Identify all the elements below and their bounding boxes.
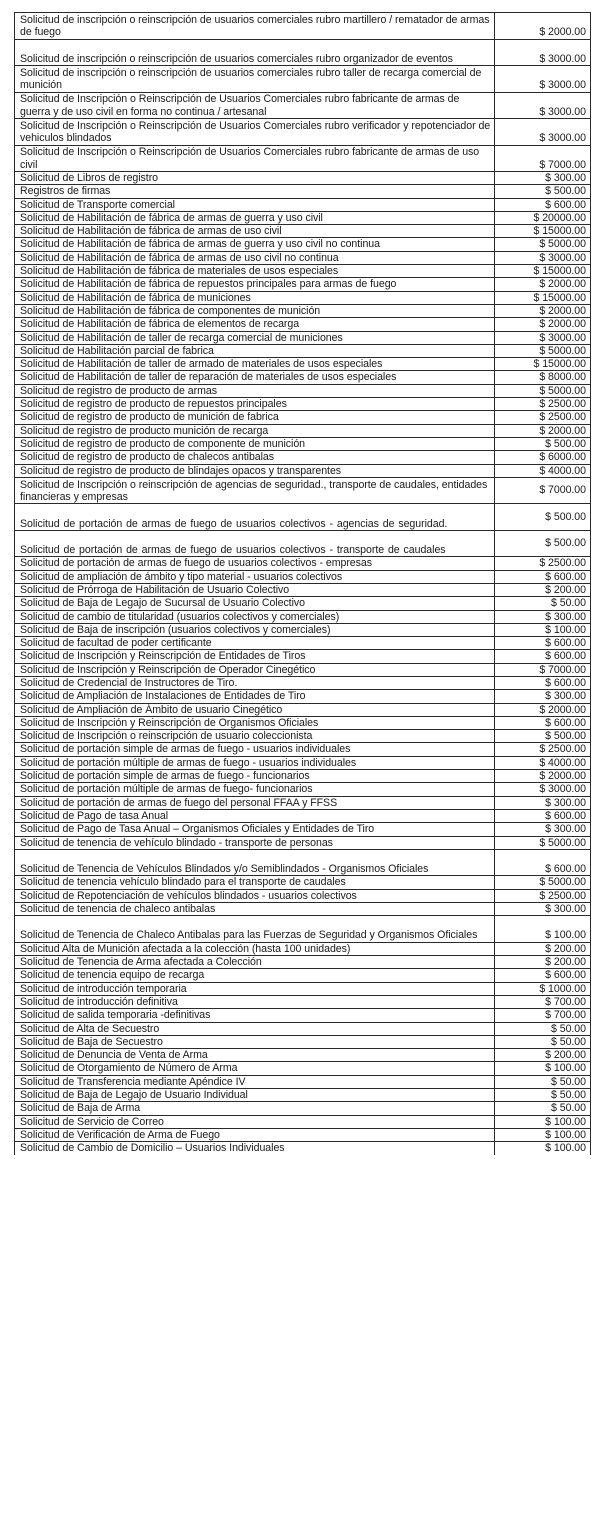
fee-amount: $ 500.00 xyxy=(495,185,591,198)
fee-description: Solicitud de portación de armas de fuego de usuarios colectivos - transporte de caudales xyxy=(15,530,495,557)
table-row xyxy=(15,836,591,849)
table-row xyxy=(15,1009,591,1022)
fee-description: Solicitud de inscripción o reinscripción de usuarios comerciales rubro martillero / rematador de armas de fuego xyxy=(15,13,495,40)
fee-amount: $ 200.00 xyxy=(495,583,591,596)
fee-amount: $ 1000.00 xyxy=(495,982,591,995)
fee-description: Solicitud de Inscripción y Reinscripción de Operador Cinegético xyxy=(15,663,495,676)
fee-amount: $ 600.00 xyxy=(495,570,591,583)
fee-description: Solicitud de Transporte comercial xyxy=(15,198,495,211)
fee-amount: $ 2500.00 xyxy=(495,411,591,424)
fee-description: Solicitud de Inscripción y Reinscripción de Organismos Oficiales xyxy=(15,716,495,729)
fee-description: Solicitud de registro de producto de munición de fabrica xyxy=(15,411,495,424)
table-row xyxy=(15,371,591,384)
fee-description: Solicitud de Libros de registro xyxy=(15,172,495,185)
fee-description: Solicitud de Tenencia de Vehículos Blindados y/o Semiblindados - Organismos Oficiales xyxy=(15,849,495,876)
fee-amount: $ 15000.00 xyxy=(495,265,591,278)
fee-amount: $ 15000.00 xyxy=(495,358,591,371)
table-row xyxy=(15,743,591,756)
fee-amount: $ 300.00 xyxy=(495,902,591,915)
fee-description: Solicitud de facultad de poder certificante xyxy=(15,637,495,650)
fee-description: Solicitud de salida temporaria -definitivas xyxy=(15,1009,495,1022)
table-row xyxy=(15,225,591,238)
table-row xyxy=(15,583,591,596)
fee-amount: $ 5000.00 xyxy=(495,238,591,251)
fee-amount: $ 20000.00 xyxy=(495,211,591,224)
table-row xyxy=(15,1022,591,1035)
fee-amount: $ 2500.00 xyxy=(495,743,591,756)
table-row xyxy=(15,809,591,822)
table-row xyxy=(15,530,591,557)
table-row xyxy=(15,796,591,809)
table-row xyxy=(15,1049,591,1062)
fee-amount: $ 2000.00 xyxy=(495,703,591,716)
fee-description: Solicitud de Otorgamiento de Número de Arma xyxy=(15,1062,495,1075)
fee-amount: $ 50.00 xyxy=(495,1102,591,1115)
fee-amount: $ 700.00 xyxy=(495,1009,591,1022)
table-row xyxy=(15,344,591,357)
fee-description: Solicitud de Tenencia de Chaleco Antibalas para las Fuerzas de Seguridad y Organismos Oficiales xyxy=(15,916,495,943)
fee-description: Solicitud de portación de armas de fuego de usuarios colectivos - empresas xyxy=(15,557,495,570)
fee-description: Solicitud de portación de armas de fuego del personal FFAA y FFSS xyxy=(15,796,495,809)
fee-amount: $ 700.00 xyxy=(495,995,591,1008)
table-row xyxy=(15,13,591,40)
fee-amount: $ 4000.00 xyxy=(495,464,591,477)
fee-description: Solicitud de Servicio de Correo xyxy=(15,1115,495,1128)
fee-amount: $ 3000.00 xyxy=(495,66,591,93)
fee-description: Solicitud de Habilitación de fábrica de municiones xyxy=(15,291,495,304)
fee-description: Solicitud de Habilitación de fábrica de componentes de munición xyxy=(15,304,495,317)
fee-description: Solicitud de Habilitación de fábrica de materiales de usos especiales xyxy=(15,265,495,278)
fee-amount: $ 50.00 xyxy=(495,1075,591,1088)
fee-description: Solicitud de Repotenciación de vehículos blindados - usuarios colectivos xyxy=(15,889,495,902)
table-row xyxy=(15,982,591,995)
table-row xyxy=(15,663,591,676)
fee-description: Solicitud de Transferencia mediante Apéndice IV xyxy=(15,1075,495,1088)
table-row xyxy=(15,238,591,251)
fee-amount: $ 3000.00 xyxy=(495,92,591,119)
table-row xyxy=(15,650,591,663)
table-row xyxy=(15,1075,591,1088)
table-row xyxy=(15,597,591,610)
fee-amount: $ 600.00 xyxy=(495,198,591,211)
table-row xyxy=(15,1089,591,1102)
fee-amount: $ 100.00 xyxy=(495,916,591,943)
table-row xyxy=(15,889,591,902)
fee-amount: $ 300.00 xyxy=(495,610,591,623)
table-row xyxy=(15,119,591,146)
fee-description: Solicitud de Baja de Legajo de Usuario Individual xyxy=(15,1089,495,1102)
table-row xyxy=(15,916,591,943)
table-row xyxy=(15,756,591,769)
fee-amount: $ 2000.00 xyxy=(495,278,591,291)
table-row xyxy=(15,424,591,437)
table-row xyxy=(15,198,591,211)
table-row xyxy=(15,451,591,464)
fee-description: Solicitud de registro de producto munición de recarga xyxy=(15,424,495,437)
fee-amount: $ 300.00 xyxy=(495,172,591,185)
fee-amount: $ 15000.00 xyxy=(495,225,591,238)
fee-amount: $ 2500.00 xyxy=(495,889,591,902)
fee-description: Solicitud de Habilitación de fábrica de armas de uso civil no continua xyxy=(15,251,495,264)
table-row xyxy=(15,384,591,397)
fee-amount: $ 7000.00 xyxy=(495,477,591,504)
fee-description: Solicitud de Denuncia de Venta de Arma xyxy=(15,1049,495,1062)
fee-amount: $ 600.00 xyxy=(495,650,591,663)
table-row xyxy=(15,570,591,583)
fee-amount: $ 5000.00 xyxy=(495,836,591,849)
fee-amount: $ 50.00 xyxy=(495,1035,591,1048)
fee-amount: $ 3000.00 xyxy=(495,119,591,146)
fee-amount: $ 3000.00 xyxy=(495,783,591,796)
table-row xyxy=(15,92,591,119)
fee-description: Solicitud de Habilitación de fábrica de repuestos principales para armas de fuego xyxy=(15,278,495,291)
fee-description: Solicitud de registro de producto de componente de munición xyxy=(15,437,495,450)
fee-amount: $ 600.00 xyxy=(495,849,591,876)
fee-amount: $ 300.00 xyxy=(495,690,591,703)
table-row xyxy=(15,823,591,836)
fee-description: Solicitud de Baja de Secuestro xyxy=(15,1035,495,1048)
table-row xyxy=(15,1035,591,1048)
fee-amount: $ 5000.00 xyxy=(495,384,591,397)
fee-description: Solicitud de Inscripción y Reinscripción de Entidades de Tiros xyxy=(15,650,495,663)
table-row xyxy=(15,956,591,969)
table-row xyxy=(15,185,591,198)
fee-description: Solicitud de Credencial de Instructores de Tiro. xyxy=(15,677,495,690)
fee-description: Solicitud de Ampliación de Ámbito de usuario Cinegético xyxy=(15,703,495,716)
fee-description: Solicitud de Inscripción o Reinscripción de Usuarios Comerciales rubro fabricante de armas de guerra y de uso civil en forma no continua / artesanal xyxy=(15,92,495,119)
table-row xyxy=(15,464,591,477)
fee-amount: $ 500.00 xyxy=(495,437,591,450)
fee-description: Solicitud de Pago de Tasa Anual – Organismos Oficiales y Entidades de Tiro xyxy=(15,823,495,836)
fee-description: Solicitud de Inscripción o reinscripción de agencias de seguridad., transporte de caudales, entidades financieras y empresas xyxy=(15,477,495,504)
fee-amount: $ 500.00 xyxy=(495,504,591,531)
fee-description: Solicitud de Baja de inscripción (usuarios colectivos y comerciales) xyxy=(15,623,495,636)
fee-description: Solicitud de tenencia de vehículo blindado - transporte de personas xyxy=(15,836,495,849)
fee-table-body xyxy=(15,13,591,1155)
table-row xyxy=(15,637,591,650)
fee-description: Solicitud de tenencia vehículo blindado para el transporte de caudales xyxy=(15,876,495,889)
fee-description: Solicitud de portación simple de armas de fuego - funcionarios xyxy=(15,770,495,783)
fee-amount: $ 50.00 xyxy=(495,1022,591,1035)
fee-description: Solicitud de portación múltiple de armas de fuego - usuarios individuales xyxy=(15,756,495,769)
table-row xyxy=(15,557,591,570)
fee-description: Solicitud de Habilitación de taller de armado de materiales de usos especiales xyxy=(15,358,495,371)
table-row xyxy=(15,969,591,982)
fee-description: Solicitud de tenencia de chaleco antibalas xyxy=(15,902,495,915)
fee-amount: $ 2000.00 xyxy=(495,13,591,40)
fee-amount: $ 5000.00 xyxy=(495,876,591,889)
table-row xyxy=(15,304,591,317)
fee-amount: $ 8000.00 xyxy=(495,371,591,384)
fee-description: Solicitud de portación de armas de fuego de usuarios colectivos - agencias de seguridad. xyxy=(15,504,495,531)
table-row xyxy=(15,358,591,371)
fee-amount: $ 500.00 xyxy=(495,730,591,743)
table-row xyxy=(15,66,591,93)
table-row xyxy=(15,849,591,876)
fee-amount: $ 3000.00 xyxy=(495,39,591,66)
fee-amount: $ 3000.00 xyxy=(495,251,591,264)
table-row xyxy=(15,437,591,450)
fee-amount: $ 2000.00 xyxy=(495,318,591,331)
fee-amount: $ 200.00 xyxy=(495,942,591,955)
table-row xyxy=(15,677,591,690)
table-row xyxy=(15,716,591,729)
fee-amount: $ 500.00 xyxy=(495,530,591,557)
table-row xyxy=(15,1115,591,1128)
fee-description: Solicitud de Tenencia de Arma afectada a Colección xyxy=(15,956,495,969)
table-row xyxy=(15,610,591,623)
fee-description: Solicitud de Alta de Secuestro xyxy=(15,1022,495,1035)
fee-description: Solicitud de portación simple de armas de fuego - usuarios individuales xyxy=(15,743,495,756)
table-row xyxy=(15,504,591,531)
fee-amount: $ 6000.00 xyxy=(495,451,591,464)
fee-description: Solicitud de registro de producto de blindajes opacos y transparentes xyxy=(15,464,495,477)
fee-amount: $ 2500.00 xyxy=(495,557,591,570)
fee-description: Solicitud de registro de producto de chalecos antibalas xyxy=(15,451,495,464)
fee-description: Solicitud de Cambio de Domicilio – Usuarios Individuales xyxy=(15,1142,495,1155)
table-row xyxy=(15,251,591,264)
table-row xyxy=(15,1102,591,1115)
fee-amount: $ 600.00 xyxy=(495,969,591,982)
fee-description: Solicitud de ampliación de ámbito y tipo material - usuarios colectivos xyxy=(15,570,495,583)
table-row xyxy=(15,331,591,344)
fee-amount: $ 100.00 xyxy=(495,1062,591,1075)
table-row xyxy=(15,770,591,783)
fee-description: Solicitud de Habilitación de fábrica de elementos de recarga xyxy=(15,318,495,331)
table-row xyxy=(15,942,591,955)
fee-description: Solicitud de Habilitación de taller de recarga comercial de municiones xyxy=(15,331,495,344)
fee-amount: $ 7000.00 xyxy=(495,145,591,172)
table-row xyxy=(15,265,591,278)
table-row xyxy=(15,145,591,172)
fee-description: Solicitud de portación múltiple de armas de fuego- funcionarios xyxy=(15,783,495,796)
fee-amount: $ 300.00 xyxy=(495,796,591,809)
fee-description: Solicitud de Baja de Arma xyxy=(15,1102,495,1115)
fee-description: Solicitud de cambio de titularidad (usuarios colectivos y comerciales) xyxy=(15,610,495,623)
fee-description: Solicitud de Verificación de Arma de Fuego xyxy=(15,1128,495,1141)
fee-amount: $ 600.00 xyxy=(495,809,591,822)
fee-description: Registros de firmas xyxy=(15,185,495,198)
fee-description: Solicitud de Habilitación de fábrica de armas de guerra y uso civil xyxy=(15,211,495,224)
table-row xyxy=(15,278,591,291)
fee-description: Solicitud de tenencia equipo de recarga xyxy=(15,969,495,982)
table-row xyxy=(15,995,591,1008)
table-row xyxy=(15,291,591,304)
table-row xyxy=(15,211,591,224)
fee-amount: $ 2000.00 xyxy=(495,304,591,317)
fee-description: Solicitud de Inscripción o Reinscripción de Usuarios Comerciales rubro verificador y repotenciador de vehiculos blindados xyxy=(15,119,495,146)
fee-amount: $ 2500.00 xyxy=(495,398,591,411)
fee-amount: $ 7000.00 xyxy=(495,663,591,676)
fee-description: Solicitud de introducción temporaria xyxy=(15,982,495,995)
fee-amount: $ 100.00 xyxy=(495,623,591,636)
fee-description: Solicitud de Inscripción o reinscripción de usuario coleccionista xyxy=(15,730,495,743)
fee-description: Solicitud de Habilitación parcial de fabrica xyxy=(15,344,495,357)
fee-amount: $ 5000.00 xyxy=(495,344,591,357)
table-row xyxy=(15,783,591,796)
fee-amount: $ 300.00 xyxy=(495,823,591,836)
table-row xyxy=(15,876,591,889)
fee-table xyxy=(14,12,591,1155)
table-row xyxy=(15,1062,591,1075)
table-row xyxy=(15,1128,591,1141)
fee-amount: $ 200.00 xyxy=(495,1049,591,1062)
table-row xyxy=(15,172,591,185)
fee-description: Solicitud de Habilitación de taller de reparación de materiales de usos especiales xyxy=(15,371,495,384)
fee-amount: $ 15000.00 xyxy=(495,291,591,304)
fee-amount: $ 100.00 xyxy=(495,1142,591,1155)
fee-amount: $ 2000.00 xyxy=(495,424,591,437)
table-row xyxy=(15,902,591,915)
fee-amount: $ 50.00 xyxy=(495,597,591,610)
table-row xyxy=(15,411,591,424)
fee-description: Solicitud de Inscripción o Reinscripción de Usuarios Comerciales rubro fabricante de armas de uso civil xyxy=(15,145,495,172)
fee-description: Solicitud de Prórroga de Habilitación de Usuario Colectivo xyxy=(15,583,495,596)
fee-amount: $ 2000.00 xyxy=(495,770,591,783)
fee-description: Solicitud de Ampliación de Instalaciones de Entidades de Tiro xyxy=(15,690,495,703)
table-row xyxy=(15,318,591,331)
fee-amount: $ 3000.00 xyxy=(495,331,591,344)
fee-description: Solicitud de Habilitación de fábrica de armas de guerra y uso civil no continua xyxy=(15,238,495,251)
fee-amount: $ 600.00 xyxy=(495,637,591,650)
fee-amount: $ 100.00 xyxy=(495,1115,591,1128)
table-row xyxy=(15,477,591,504)
fee-amount: $ 600.00 xyxy=(495,716,591,729)
fee-description: Solicitud de registro de producto de armas xyxy=(15,384,495,397)
table-row xyxy=(15,703,591,716)
fee-amount: $ 4000.00 xyxy=(495,756,591,769)
table-row xyxy=(15,39,591,66)
fee-description: Solicitud de Baja de Legajo de Sucursal de Usuario Colectivo xyxy=(15,597,495,610)
table-row xyxy=(15,730,591,743)
fee-description: Solicitud de inscripción o reinscripción de usuarios comerciales rubro taller de recarga comercial de munición xyxy=(15,66,495,93)
fee-description: Solicitud de inscripción o reinscripción de usuarios comerciales rubro organizador de eventos xyxy=(15,39,495,66)
fee-description: Solicitud de Habilitación de fábrica de armas de uso civil xyxy=(15,225,495,238)
fee-description: Solicitud de Pago de tasa Anual xyxy=(15,809,495,822)
fee-description: Solicitud de registro de producto de repuestos principales xyxy=(15,398,495,411)
table-row xyxy=(15,1142,591,1155)
fee-amount: $ 100.00 xyxy=(495,1128,591,1141)
fee-amount: $ 600.00 xyxy=(495,677,591,690)
fee-amount: $ 200.00 xyxy=(495,956,591,969)
table-row xyxy=(15,690,591,703)
fee-description: Solicitud Alta de Munición afectada a la colección (hasta 100 unidades) xyxy=(15,942,495,955)
fee-amount: $ 50.00 xyxy=(495,1089,591,1102)
table-row xyxy=(15,398,591,411)
table-row xyxy=(15,623,591,636)
fee-description: Solicitud de introducción definitiva xyxy=(15,995,495,1008)
